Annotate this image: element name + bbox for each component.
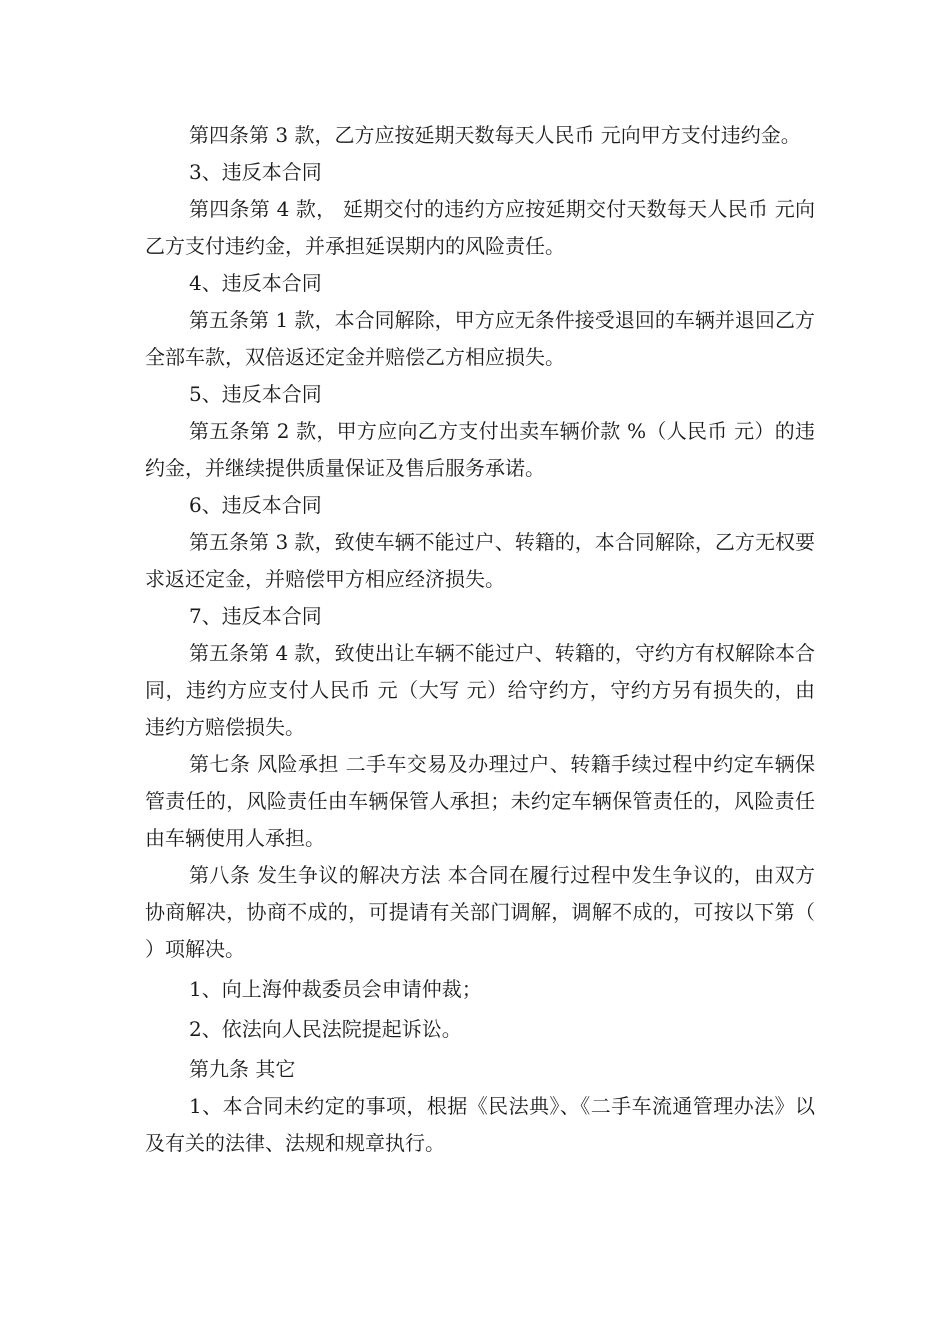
breach-item-3: 3、违反本合同 (189, 160, 322, 184)
breach-item-6: 6、违反本合同 (189, 493, 322, 517)
breach-item-4: 4、违反本合同 (189, 271, 322, 295)
clause-5-1-text: 第五条第 1 款，本合同解除，甲方应无条件接受退回的车辆并退回乙方全部车款，双倍返还定金并赔偿乙方相应损失。 (145, 308, 815, 369)
article-7-risk: 第七条 风险承担 二手车交易及办理过户、转籍手续过程中约定车辆保管责任的，风险责任由车辆保管人承担；未约定车辆保管责任的，风险责任由车辆使用人承担。 (145, 752, 815, 850)
article-9-heading: 第九条 其它 (189, 1057, 296, 1081)
breach-item-5: 5、违反本合同 (189, 382, 322, 406)
document-body (145, 117, 815, 1162)
clause-5-2-text: 第五条第 2 款，甲方应向乙方支付出卖车辆价款 %（人民币 元）的违约金，并继续提供质量保证及售后服务承诺。 (145, 419, 815, 480)
article-8-dispute: 第八条 发生争议的解决方法 本合同在履行过程中发生争议的，由双方协商解决，协商不成的，可提请有关部门调解，调解不成的，可按以下第（ ）项解决。 (145, 863, 815, 961)
dispute-option-1: 1、向上海仲裁委员会申请仲裁； (189, 977, 482, 1001)
clause-5-4-text: 第五条第 4 款，致使出让车辆不能过户、转籍的，守约方有权解除本合同，违约方应支付人民币 元（大写 元）给守约方，守约方另有损失的，由违约方赔偿损失。 (145, 641, 815, 739)
clause-5-3-text: 第五条第 3 款，致使车辆不能过户、转籍的，本合同解除，乙方无权要求返还定金，并赔偿甲方相应经济损失。 (145, 530, 815, 591)
clause-4-4-text: 第四条第 4 款， 延期交付的违约方应按延期交付天数每天人民币 元向乙方支付违约金，并承担延误期内的风险责任。 (145, 197, 815, 258)
dispute-option-2: 2、依法向人民法院提起诉讼。 (189, 1017, 462, 1041)
breach-item-7: 7、违反本合同 (189, 604, 322, 628)
article-9-item-1: 1、本合同未约定的事项，根据《民法典》、《二手车流通管理办法》以及有关的法律、法规和规章执行。 (145, 1094, 815, 1155)
clause-4-3-text: 第四条第 3 款，乙方应按延期天数每天人民币 元向甲方支付违约金。 (189, 123, 801, 147)
